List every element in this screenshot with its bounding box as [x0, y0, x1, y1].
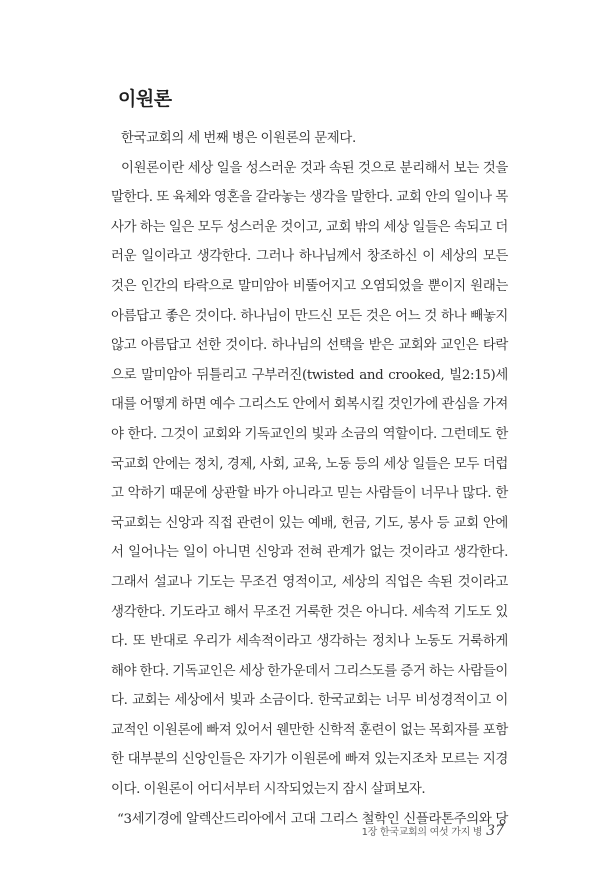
page-footer: [362, 823, 504, 839]
chapter-running-head: 1장 한국교회의 여섯 가지 병: [361, 827, 483, 838]
body-text: [111, 124, 508, 834]
paragraph-quote: “3세기경에 알렉산드리아에서 고대 그리스 철학인 신플라톤주의와 당: [117, 811, 508, 827]
section-title: 이원론: [118, 88, 172, 110]
paragraph-intro: 한국교회의 세 번째 병은 이원론의 문제다.: [121, 131, 356, 146]
paragraph-dualism: 이원론이란 세상 일을 성스러운 것과 속된 것으로 분리해서 보는 것을 말한다. 또 육체와 영혼을 갈라놓는 생각을 말한다. 교회 안의 일이나 목사가 하는 일은 모두 성스러운 것이고, 교회 밖의 세상 일들은 속되고 더러운 일이라고 생각한다. 그러나 하나님께서 창조하신 이 세상의 모든 것은 인간의 타락으로 말미암아 비뚤어지고 오염되었을 뿐이지 원래는 아름답고 좋은 것이다. 하나님이 만드신 모든 것은 어느 것 하나 빼놓지 않고 아름답고 선한 것이다. 하나님의 선택을 받은 교회와 교인은 타락으로 말미암아 뒤틀리고 구부러진(twisted and crooked, 빌2:15)세대를 어떻게 하면 예수 그리스도 안에서 회복시킬 것인가에 관심을 가져야 한다. 그것이 교회와 기독교인의 빛과 소금의 역할이다. 그런데도 한국교회 안에는 정치, 경제, 사회, 교육, 노동 등의 세상 일들은 모두 더럽고 악하기 때문에 상관할 바가 아니라고 믿는 사람들이 너무나 많다. 한국교회는 신앙과 직접 관련이 있는 예배, 헌금, 기도, 봉사 등 교회 안에서 일어나는 일이 아니면 신앙과 전혀 관계가 없는 것이라고 생각한다. 그래서 설교나 기도는 무조건 영적이고, 세상의 직업은 속된 것이라고 생각한다. 기도라고 해서 무조건 거룩한 것은 아니다. 세속적 기도도 있다. 또 반대로 우리가 세속적이라고 생각하는 정치나 노동도 거룩하게 해야 한다. 기독교인은 세상 한가운데서 그리스도를 증거 하는 사람들이다. 교회는 세상에서 빛과 소금이다. 한국교회는 너무 비성경적이고 이교적인 이원론에 빠져 있어서 웬만한 신학적 훈련이 없는 목회자를 포함한 대부분의 신앙인들은 자기가 이원론에 빠져 있는지조차 모르는 지경이다. 이원론이 어디서부터 시작되었는지 잠시 살펴보자.: [111, 160, 508, 798]
page-number: 37: [486, 823, 504, 839]
